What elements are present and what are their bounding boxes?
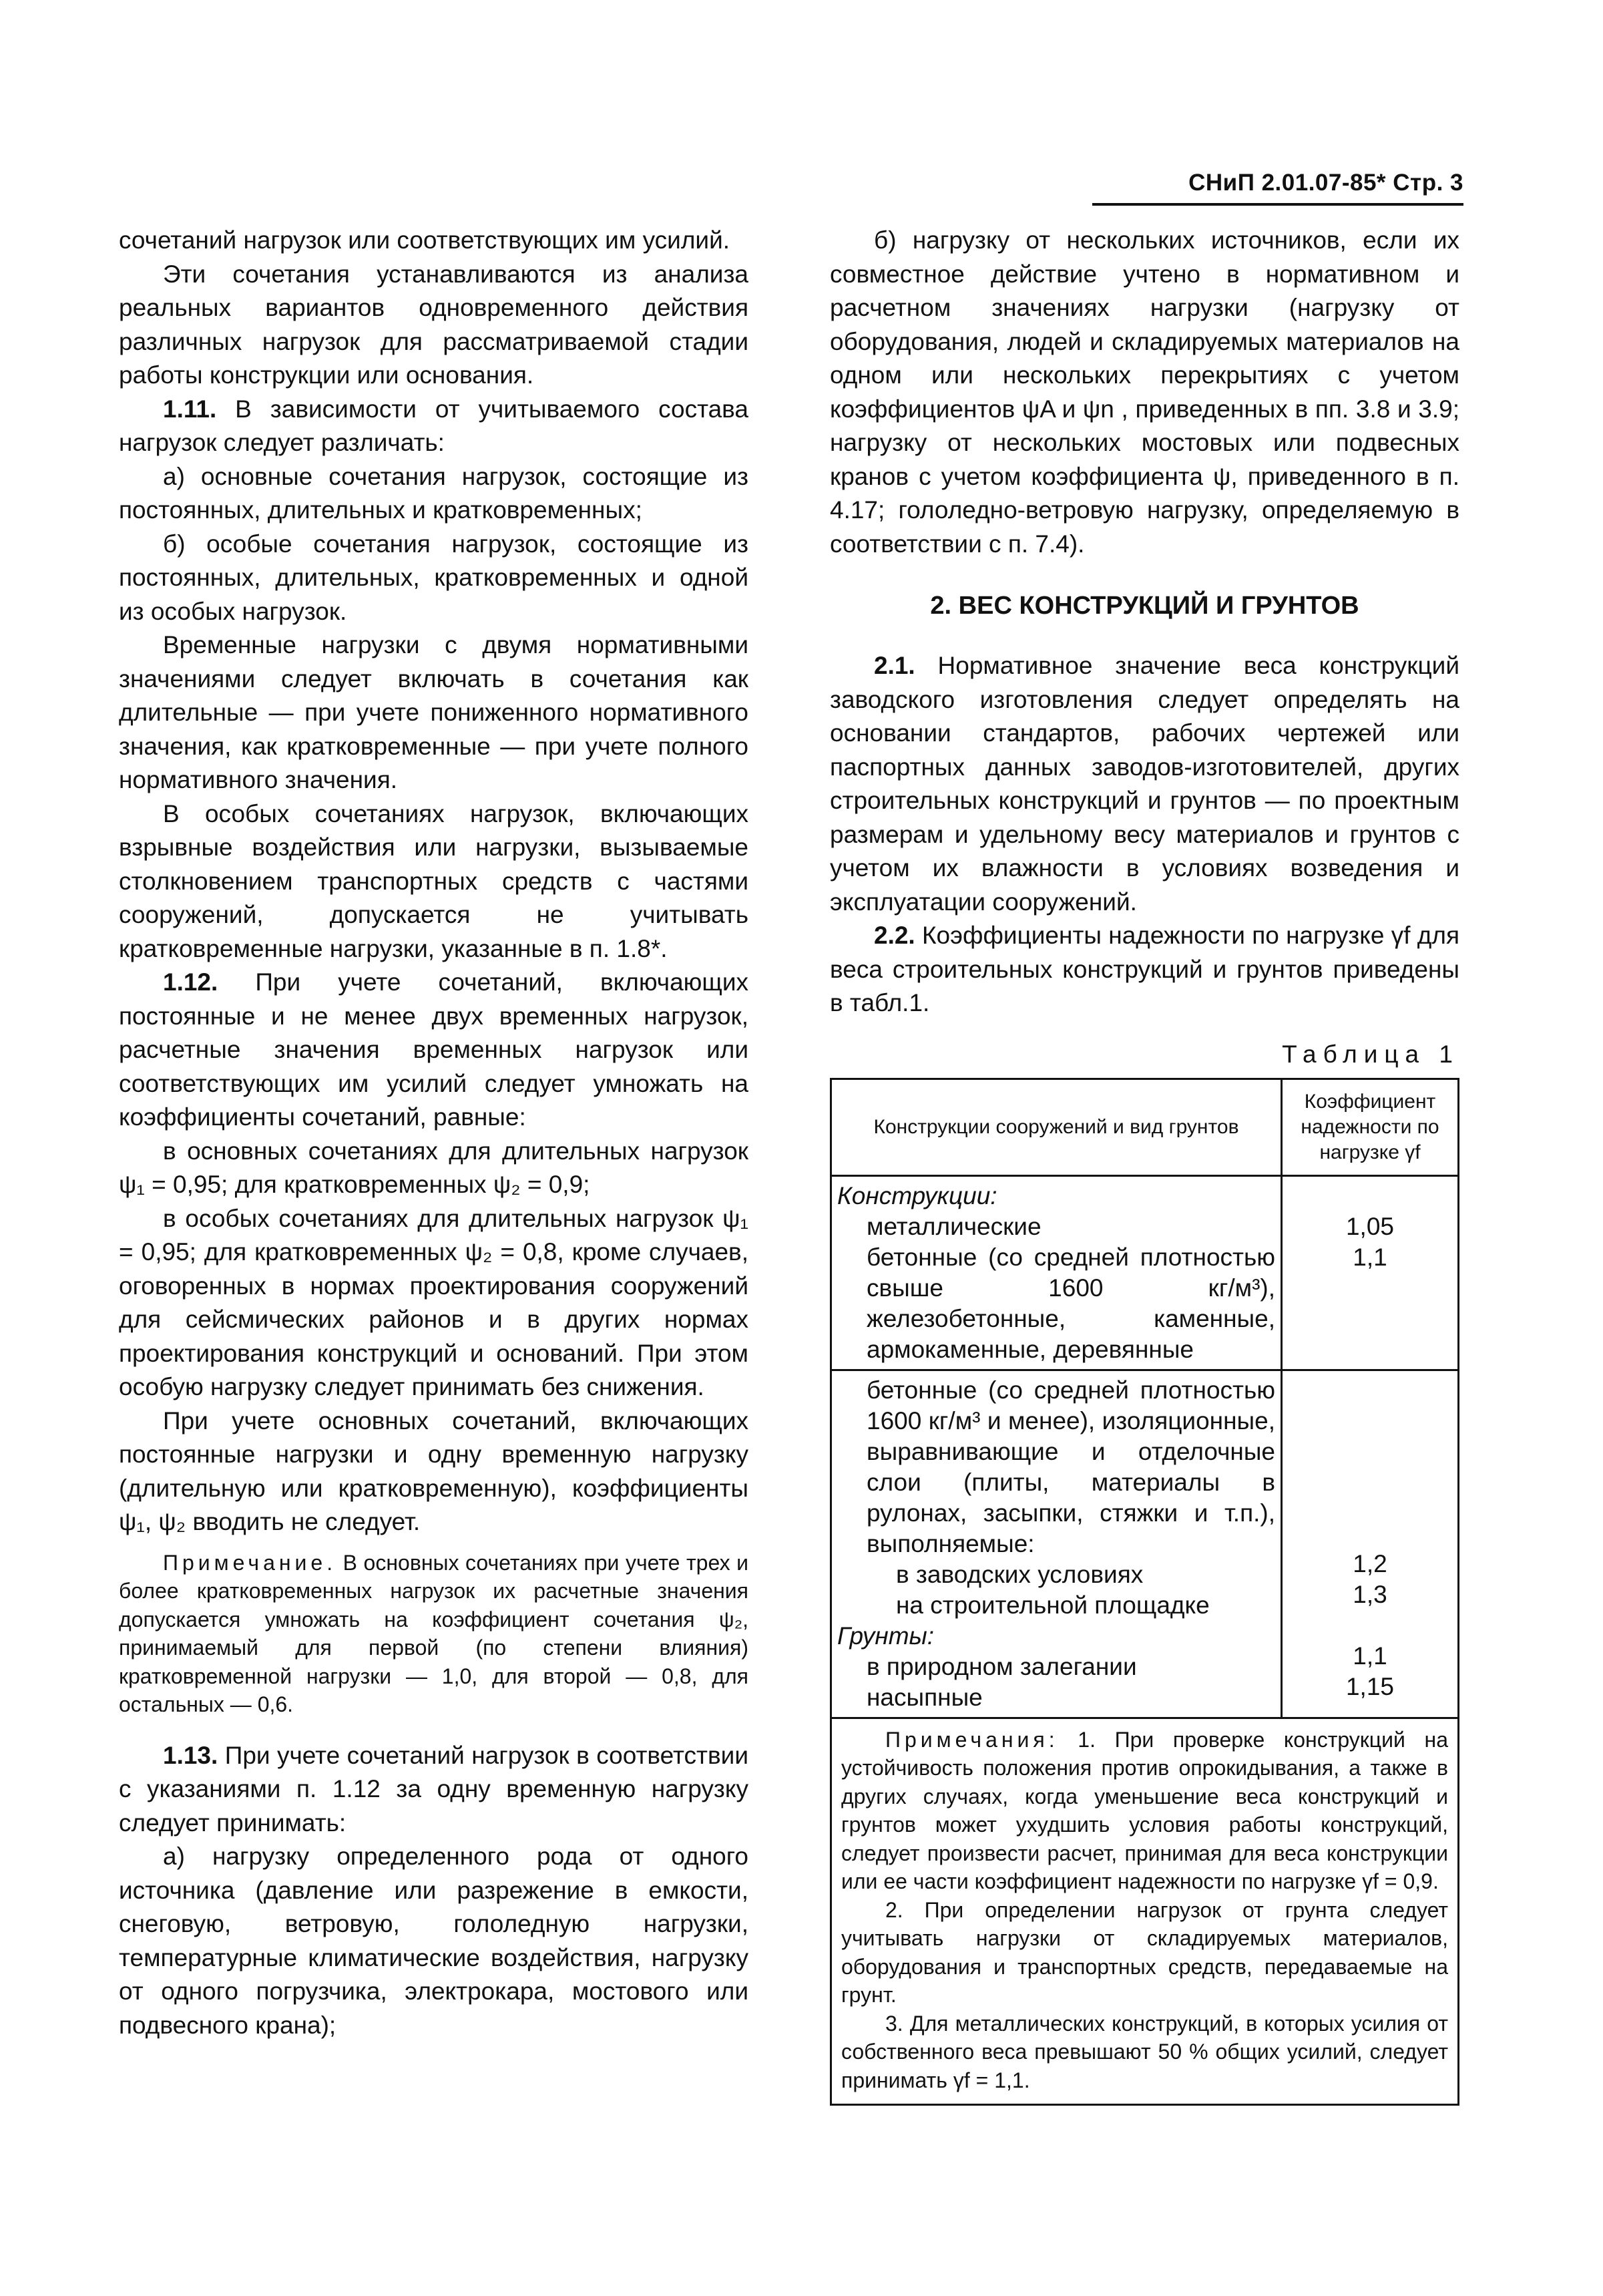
row-label: насыпные — [867, 1683, 983, 1711]
group-title: Грунты: — [837, 1621, 935, 1650]
row-label: металлические — [867, 1212, 1042, 1240]
section-title: 2. ВЕС КОНСТРУКЦИЙ И ГРУНТОВ — [930, 592, 1359, 620]
paragraph: сочетаний нагрузок или соответствующих им усилий. — [119, 226, 730, 254]
notes-label: Примечания: — [885, 1727, 1059, 1752]
clause-2-2 — [830, 919, 1459, 1020]
clause-text: Коэффициенты надежности по нагрузке γf для веса строительных конструкций и грунтов приведены в табл.1. — [830, 922, 1459, 1016]
paragraph: а) нагрузку определенного рода от одного источника (давление или разрежение в емкости, снеговую, ветровую, гололедную нагрузки, температурные климатические воздействия, нагрузку от одного погрузчика, электрокара, мостового или подвесного крана); — [119, 1843, 748, 2039]
note-text: 1. При проверке конструкций на устойчивость положения против опрокидывания, а также в других случаях, когда уменьшение веса конструкций и грунтов может ухудшить условия работы конструкций, следует произвести расчет, принимая для веса конструкции или ее части коэффициент надежности по нагрузке γf = 0,9. — [841, 1727, 1448, 1893]
paragraph: б) особые сочетания нагрузок, состоящие из постоянных, длительных, кратковременных и одной из особых нагрузок. — [119, 530, 748, 625]
note-item — [841, 1726, 1448, 1896]
clause-text: При учете сочетаний нагрузок в соответствии с указаниями п. 1.12 за одну временную нагрузку следует принимать: — [119, 1741, 748, 1837]
paragraph: а) основные сочетания нагрузок, состоящие из постоянных, длительных и кратковременных; — [119, 462, 748, 524]
clause-2-1 — [830, 649, 1459, 919]
right-column — [830, 224, 1459, 2106]
clause-1-11 — [119, 393, 748, 460]
page-header: СНиП 2.01.07-85* Стр. 3 — [1092, 164, 1463, 206]
value-cell: 1,05 — [1345, 1212, 1394, 1240]
table-notes — [830, 1719, 1459, 2106]
table-1 — [830, 1078, 1459, 1719]
table-row — [831, 1175, 1459, 1370]
clause-text: Нормативное значение веса конструкций заводского изготовления следует определять на основании стандартов, рабочих чертежей или паспортных данных заводов-изготовителей, других строительных конструкций и грунтов — по проектным размерам и удельному весу материалов и грунтов с учетом их влажности в условиях возведения и эксплуатации сооружений. — [830, 652, 1459, 916]
paragraph: б) нагрузку от нескольких источников, если их совместное действие учтено в нормативном и расчетном значениях нагрузки (нагрузку от оборудования, людей и складируемых материалов на одном или нескольких перекрытиях с учетом коэффициентов ψA и ψn , приведенных в пп. 3.8 и 3.9; нагрузку от нескольких мостовых или подвесных кранов с учетом коэффициента ψ, приведенного в п. 4.17; гололедно-ветровую нагрузку, определяемую в соответствии с п. 7.4). — [830, 226, 1459, 558]
note — [119, 1549, 748, 1719]
clause-1-12 — [119, 966, 748, 1135]
row-label: бетонные (со средней плотностью 1600 кг/м³ и менее), изоляционные, выравнивающие и отделочные слои (плиты, материалы в рулонах, засыпки, стяжки и т.п.), выполняемые: — [867, 1376, 1275, 1557]
row-label: на строительной площадке — [896, 1591, 1210, 1619]
clause-1-13 — [119, 1739, 748, 1841]
clause-number: 1.13. — [163, 1741, 218, 1769]
note-text: В основных сочетаниях при учете трех и более кратковременных нагрузок их расчетные значения допускается умножать на коэффициент сочетания ψ₂, принимаемый для первой (по степени влияния) кратковременной нагрузки — 1,0, для второй — 0,8, для остальных — 0,6. — [119, 1550, 748, 1716]
table-header-cell: Коэффициент надежности по нагрузке γf — [1282, 1079, 1459, 1175]
row-label: в природном залегании — [867, 1652, 1137, 1680]
clause-number: 1.12. — [163, 968, 218, 996]
group-title: Конструкции: — [837, 1181, 997, 1209]
value-cell: 1,2 — [1353, 1549, 1387, 1577]
table-cell — [831, 1175, 1282, 1370]
clause-text: В зависимости от учитываемого состава нагрузок следует различать: — [119, 395, 748, 456]
row-label: бетонные (со средней плотностью свыше 1600 кг/м³), железобетонные, каменные, армокаменные, деревянные — [867, 1243, 1275, 1363]
paragraph: Временные нагрузки с двумя нормативными значениями следует включать в сочетания как длительные — при учете пониженного нормативного значения, как кратковременные — при учете полного нормативного значения. — [119, 631, 748, 793]
clause-number: 2.1. — [874, 652, 915, 679]
table-caption: Таблица 1 — [1282, 1040, 1459, 1068]
paragraph: В особых сочетаниях нагрузок, включающих взрывные воздействия или нагрузки, вызываемые столкновением транспортных средств с частями сооружений, допускается не учитывать кратковременные нагрузки, указанные в п. 1.8*. — [119, 799, 748, 962]
paragraph: При учете основных сочетаний, включающих постоянные нагрузки и одну временную нагрузку (длительную или кратковременную), коэффициенты ψ₁, ψ₂ вводить не следует. — [119, 1406, 748, 1535]
left-column — [119, 224, 748, 2042]
paragraph: в особых сочетаниях для длительных нагрузок ψ₁ = 0,95; для кратковременных ψ₂ = 0,8, кроме случаев, оговоренных в нормах проектирования сооружений для сейсмических районов и в других нормах проектирования конструкций и оснований. При этом особую нагрузку следует принимать без снижения. — [119, 1204, 748, 1400]
table-row — [831, 1370, 1459, 1718]
paragraph: в основных сочетаниях для длительных нагрузок ψ₁ = 0,95; для кратковременных ψ₂ = 0,9; — [119, 1137, 748, 1198]
value-cell: 1,15 — [1345, 1672, 1394, 1700]
table-cell — [831, 1370, 1282, 1718]
note-item: 2. При определении нагрузок от грунта следует учитывать нагрузки от складируемых материалов, оборудования и транспортных средств, передаваемые на грунт. — [841, 1897, 1448, 2007]
clause-number: 2.2. — [874, 922, 915, 949]
table-cell — [1282, 1175, 1459, 1370]
clause-text: При учете сочетаний, включающих постоянные и не менее двух временных нагрузок, расчетные значения временных нагрузок или соответствующих им усилий следует умножать на коэффициенты сочетаний, равные: — [119, 968, 748, 1131]
paragraph: Эти сочетания устанавливаются из анализа реальных вариантов одновременного действия различных нагрузок для рассматриваемой стадии работы конструкции или основания. — [119, 260, 748, 389]
row-label: в заводских условиях — [896, 1560, 1144, 1588]
value-cell: 1,3 — [1353, 1580, 1387, 1608]
note-item: 3. Для металлических конструкций, в которых усилия от собственного веса превышают 50 % общих усилий, следует принимать γf = 1,1. — [841, 2011, 1448, 2092]
clause-number: 1.11. — [163, 395, 217, 423]
value-cell: 1,1 — [1353, 1642, 1387, 1670]
table-header-cell: Конструкции сооружений и вид грунтов — [831, 1079, 1282, 1175]
note-label: Примечание. — [163, 1550, 337, 1575]
table-header-row — [831, 1079, 1459, 1175]
value-cell: 1,1 — [1353, 1243, 1387, 1271]
table-cell — [1282, 1370, 1459, 1718]
